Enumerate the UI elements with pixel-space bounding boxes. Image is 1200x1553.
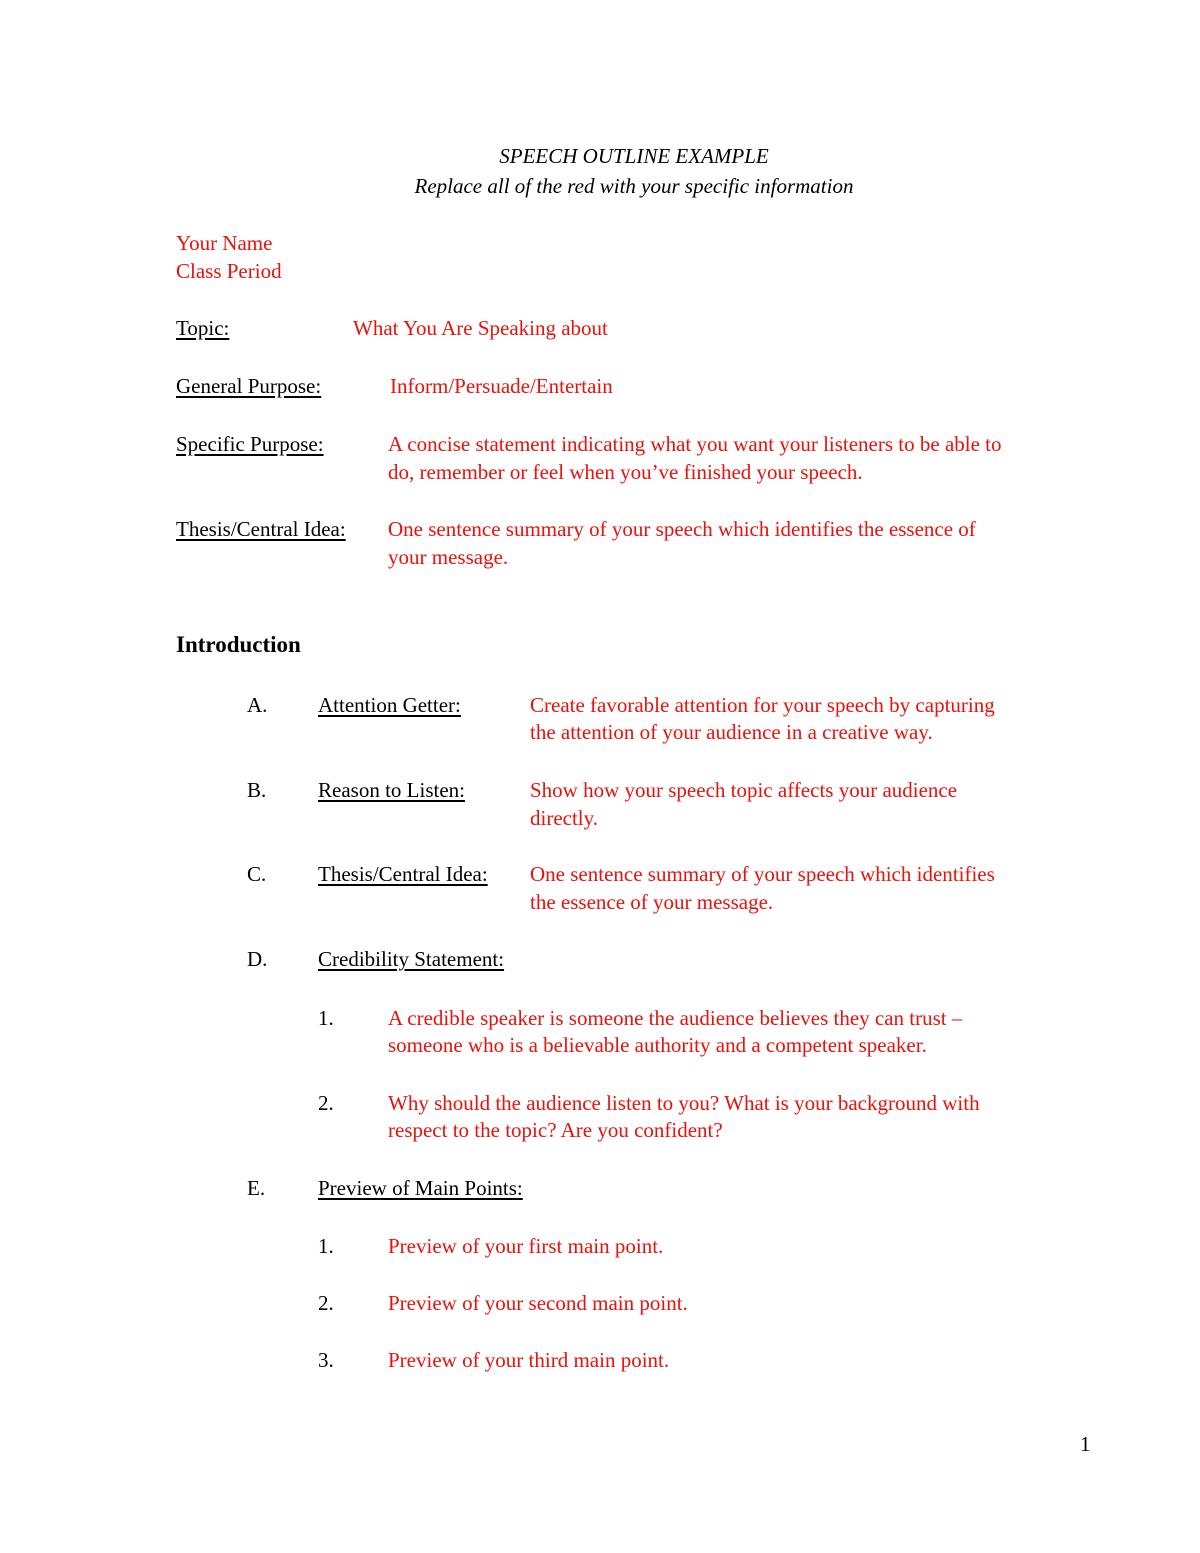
document-title: SPEECH OUTLINE EXAMPLE — [499, 144, 769, 168]
class-period-placeholder: Class Period — [176, 259, 282, 283]
thesis-line-2: your message. — [388, 545, 509, 569]
specific-purpose-line-1: A concise statement indicating what you want your listeners to be able to — [388, 432, 1002, 456]
intro-thesis-line-1: One sentence summary of your speech which identifies — [530, 862, 995, 886]
preview-item-text: Preview of your first main point. — [388, 1234, 664, 1258]
credibility-statement-label: Credibility Statement: — [318, 947, 505, 971]
page-number: 1 — [1080, 1432, 1091, 1456]
name-placeholder: Your Name — [176, 231, 273, 255]
outline-letter-c: C. — [247, 862, 267, 886]
topic-value: What You Are Speaking about — [353, 316, 608, 340]
reason-to-listen-line-2: directly. — [530, 806, 599, 830]
credibility-item-line: A credible speaker is someone the audience believes they can trust – — [388, 1006, 963, 1030]
document-subtitle: Replace all of the red with your specific information — [414, 174, 854, 198]
preview-item-number: 3. — [318, 1348, 334, 1372]
general-purpose-value: Inform/Persuade/Entertain — [390, 374, 613, 398]
reason-to-listen-label: Reason to Listen: — [318, 778, 465, 802]
credibility-item-line: Why should the audience listen to you? What is your background with — [388, 1091, 980, 1115]
preview-item-text: Preview of your second main point. — [388, 1291, 688, 1315]
preview-item-number: 1. — [318, 1234, 334, 1258]
specific-purpose-label: Specific Purpose: — [176, 432, 324, 456]
credibility-item-number: 2. — [318, 1091, 334, 1115]
thesis-line-1: One sentence summary of your speech which identifies the essence of — [388, 517, 976, 541]
attention-getter-label: Attention Getter: — [318, 693, 461, 717]
outline-letter-b: B. — [247, 778, 267, 802]
credibility-item-number: 1. — [318, 1006, 334, 1030]
attention-getter-line-1: Create favorable attention for your speech by capturing — [530, 693, 995, 717]
preview-main-points-label: Preview of Main Points: — [318, 1176, 523, 1200]
preview-item-number: 2. — [318, 1291, 334, 1315]
preview-item-text: Preview of your third main point. — [388, 1348, 670, 1372]
thesis-label: Thesis/Central Idea: — [176, 517, 346, 541]
intro-thesis-line-2: the essence of your message. — [530, 890, 774, 914]
general-purpose-label: General Purpose: — [176, 374, 322, 398]
outline-letter-e: E. — [247, 1176, 266, 1200]
topic-label: Topic: — [176, 316, 230, 340]
specific-purpose-line-2: do, remember or feel when you’ve finished your speech. — [388, 460, 863, 484]
outline-letter-d: D. — [247, 947, 268, 971]
introduction-heading: Introduction — [176, 632, 301, 657]
attention-getter-line-2: the attention of your audience in a creative way. — [530, 720, 933, 744]
credibility-item-line: someone who is a believable authority and a competent speaker. — [388, 1033, 927, 1057]
credibility-item-line: respect to the topic? Are you confident? — [388, 1118, 723, 1142]
outline-letter-a: A. — [247, 693, 268, 717]
intro-thesis-label: Thesis/Central Idea: — [318, 862, 488, 886]
reason-to-listen-line-1: Show how your speech topic affects your audience — [530, 778, 958, 802]
